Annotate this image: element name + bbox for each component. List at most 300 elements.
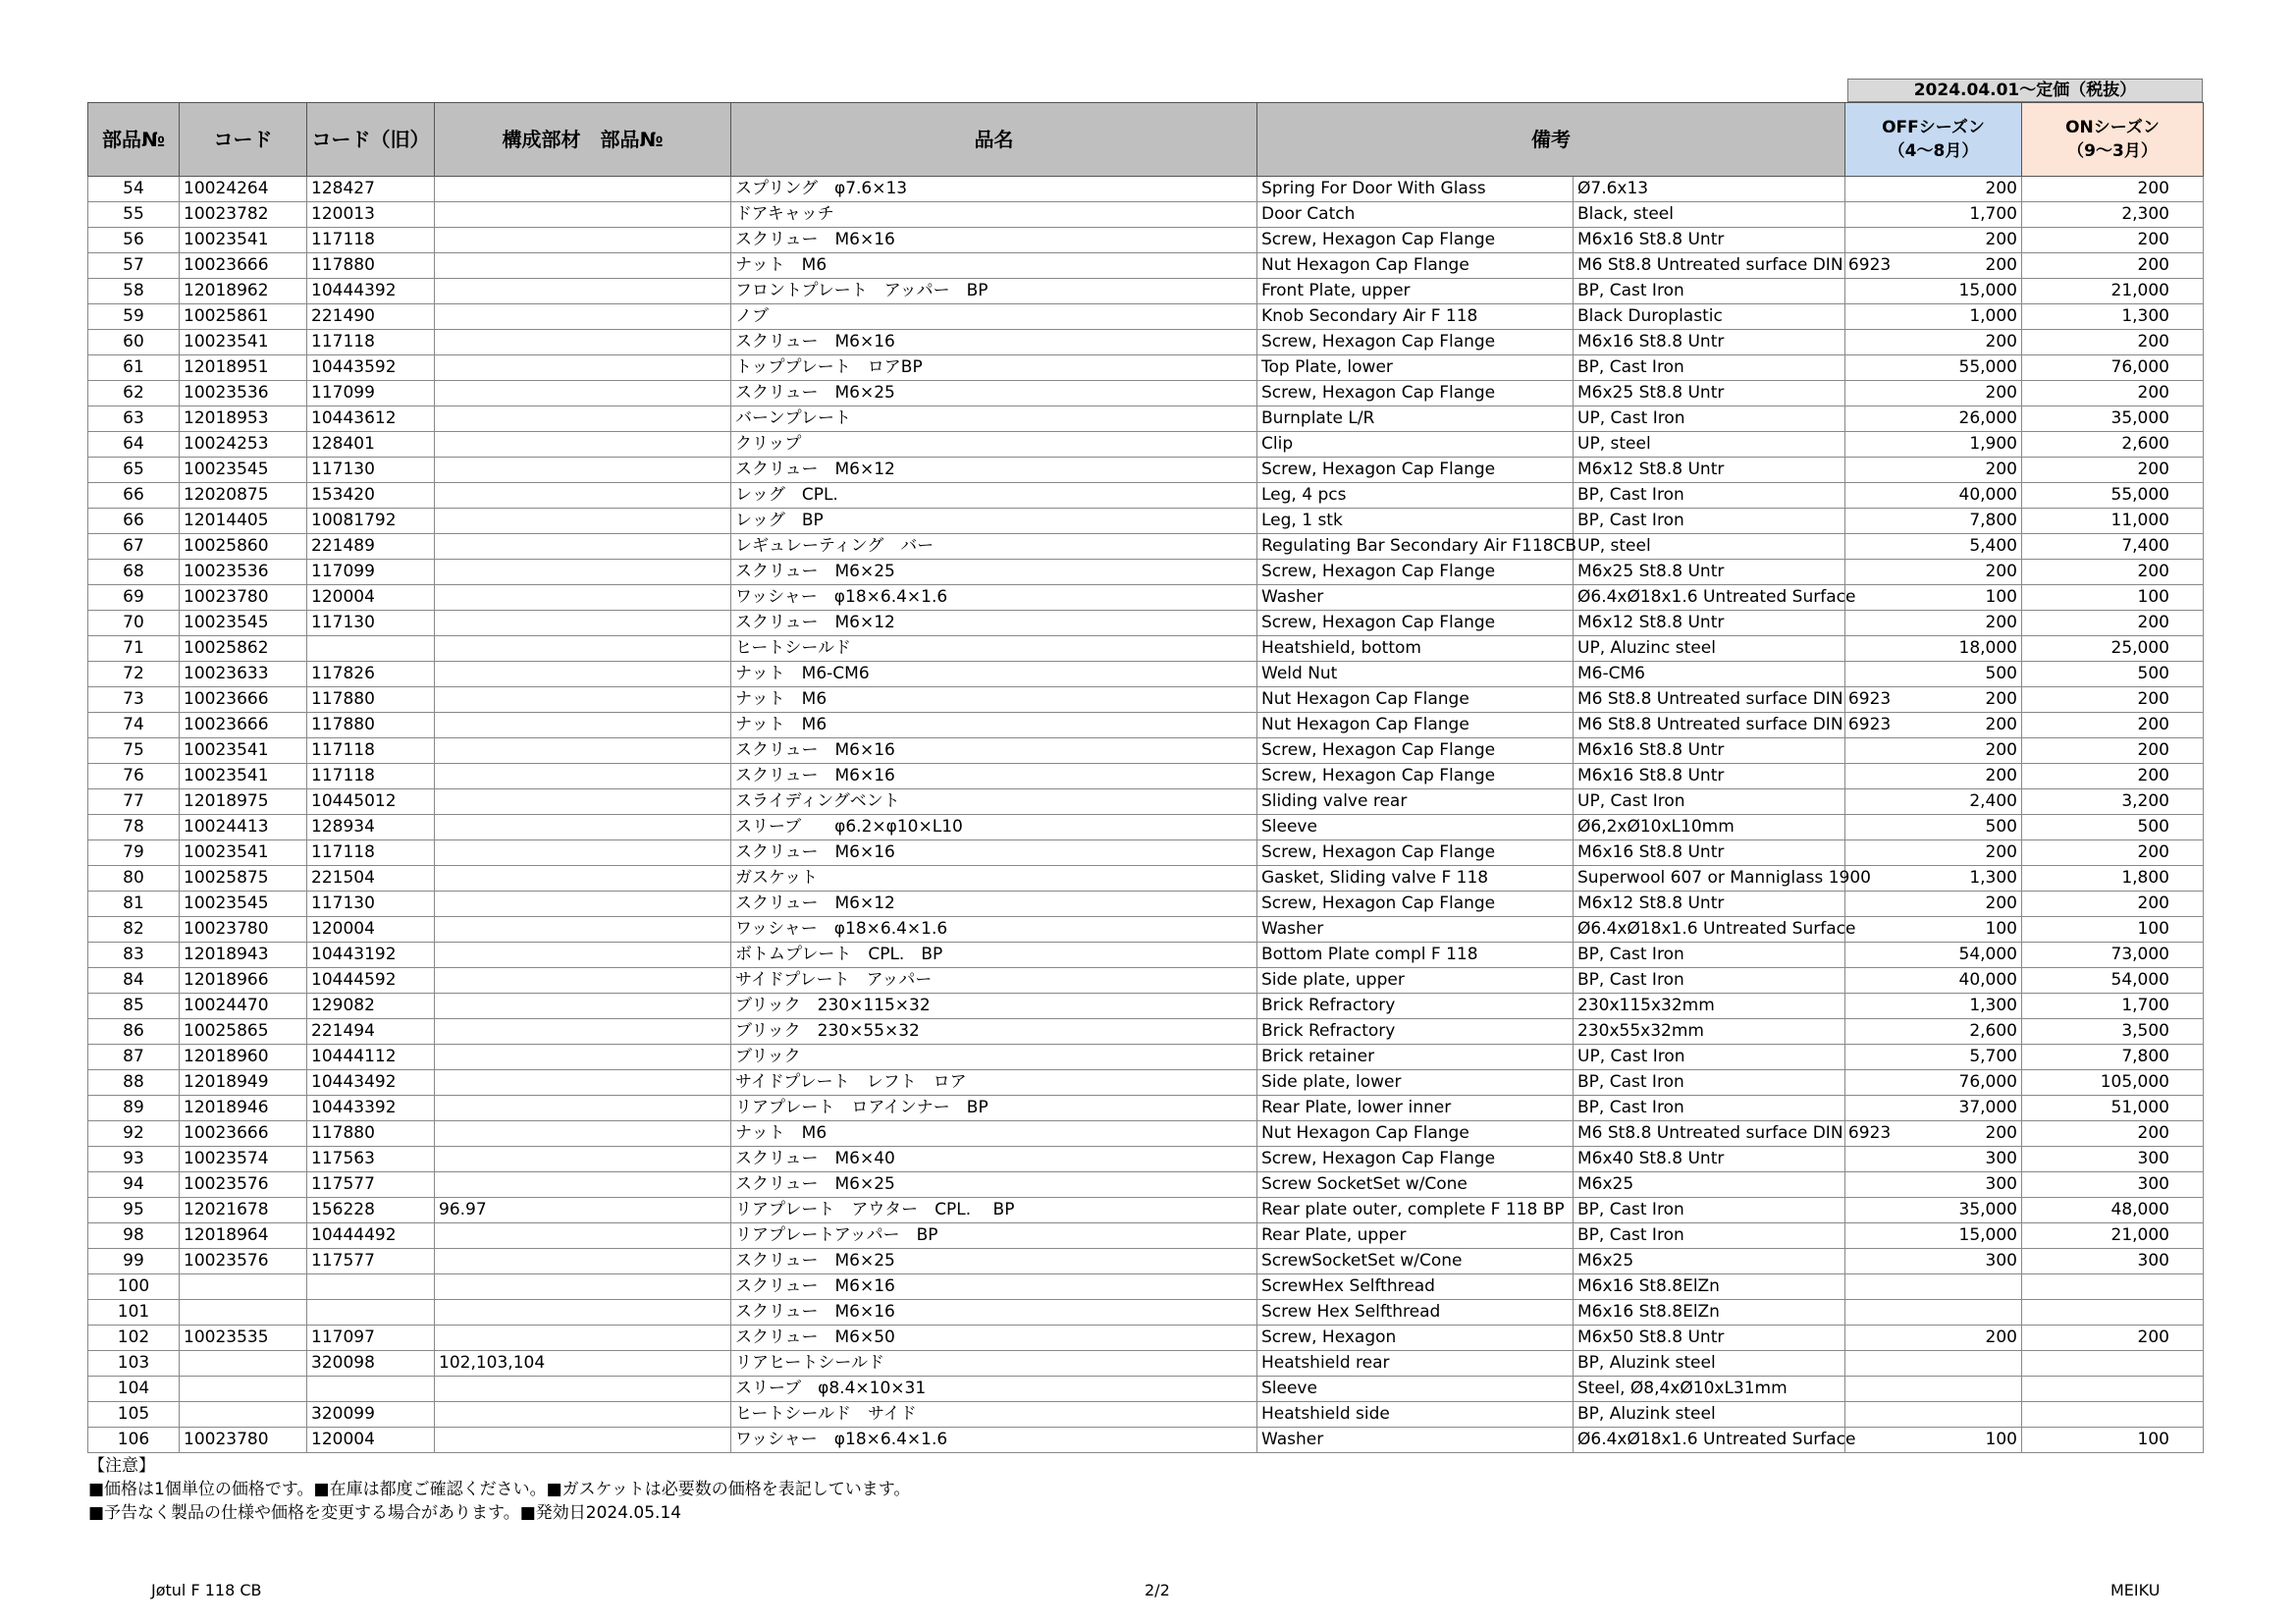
cell-code-old: 117118	[307, 738, 435, 764]
cell-on-price	[2022, 1402, 2204, 1428]
cell-code-old: 10444112	[307, 1045, 435, 1070]
table-row	[88, 1045, 2204, 1070]
cell-code-old: 117880	[307, 253, 435, 279]
on-season-label: ONシーズン	[2065, 118, 2160, 137]
table-row	[88, 662, 2204, 687]
footer-product-name: Jøtul F 118 CB	[151, 1581, 262, 1599]
cell-spec: M6x16 St8.8 Untr	[1574, 330, 1845, 355]
cell-component	[435, 994, 731, 1019]
cell-code: 10023535	[180, 1326, 307, 1351]
cell-off-price: 54,000	[1845, 943, 2022, 968]
cell-code-old: 10081792	[307, 509, 435, 534]
cell-spec: UP, steel	[1574, 432, 1845, 458]
table-row	[88, 202, 2204, 228]
cell-code-old: 10445012	[307, 789, 435, 815]
cell-english-name: Screw, Hexagon Cap Flange	[1257, 892, 1574, 917]
cell-code-old: 320098	[307, 1351, 435, 1377]
cell-off-price: 200	[1845, 687, 2022, 713]
cell-part-no: 59	[88, 304, 180, 330]
cell-component	[435, 968, 731, 994]
table-row	[88, 968, 2204, 994]
cell-on-price: 54,000	[2022, 968, 2204, 994]
cell-part-no: 79	[88, 840, 180, 866]
cell-off-price	[1845, 1351, 2022, 1377]
table-row	[88, 1172, 2204, 1198]
cell-spec: Superwool 607 or Manniglass 1900	[1574, 866, 1845, 892]
cell-component	[435, 738, 731, 764]
cell-code: 12018975	[180, 789, 307, 815]
cell-on-price: 2,300	[2022, 202, 2204, 228]
cell-code-old: 117118	[307, 330, 435, 355]
cell-name: ボトムプレート CPL. BP	[731, 943, 1257, 968]
cell-part-no: 93	[88, 1147, 180, 1172]
cell-code-old: 10443592	[307, 355, 435, 381]
cell-code-old: 117130	[307, 611, 435, 636]
cell-code: 10023545	[180, 611, 307, 636]
table-row	[88, 355, 2204, 381]
cell-english-name: Weld Nut	[1257, 662, 1574, 687]
cell-code: 10023574	[180, 1147, 307, 1172]
cell-english-name: Rear plate outer, complete F 118 BP	[1257, 1198, 1574, 1223]
cell-code-old: 10444392	[307, 279, 435, 304]
cell-part-no: 71	[88, 636, 180, 662]
cell-code-old	[307, 636, 435, 662]
cell-on-price: 100	[2022, 917, 2204, 943]
table-row	[88, 866, 2204, 892]
cell-component	[435, 662, 731, 687]
cell-part-no: 83	[88, 943, 180, 968]
cell-off-price: 35,000	[1845, 1198, 2022, 1223]
cell-off-price: 200	[1845, 1326, 2022, 1351]
cell-code-old: 117880	[307, 687, 435, 713]
cell-off-price	[1845, 1274, 2022, 1300]
cell-component	[435, 1326, 731, 1351]
on-season-months: （9～3月）	[2067, 141, 2158, 161]
cell-off-price: 200	[1845, 738, 2022, 764]
cell-on-price: 1,800	[2022, 866, 2204, 892]
cell-component	[435, 611, 731, 636]
cell-code: 12018966	[180, 968, 307, 994]
cell-part-no: 85	[88, 994, 180, 1019]
cell-part-no: 68	[88, 560, 180, 585]
cell-component	[435, 789, 731, 815]
cell-component	[435, 1019, 731, 1045]
cell-spec: BP, Aluzink steel	[1574, 1402, 1845, 1428]
cell-code-old: 128427	[307, 177, 435, 202]
cell-part-no: 69	[88, 585, 180, 611]
cell-code: 10023666	[180, 687, 307, 713]
cell-component	[435, 1045, 731, 1070]
cell-name: フロントプレート アッパー BP	[731, 279, 1257, 304]
cell-code-old: 221494	[307, 1019, 435, 1045]
cell-code: 10023545	[180, 892, 307, 917]
cell-code-old: 120004	[307, 585, 435, 611]
cell-on-price: 200	[2022, 228, 2204, 253]
cell-name: クリップ	[731, 432, 1257, 458]
table-row	[88, 1223, 2204, 1249]
cell-spec: M6x16 St8.8ElZn	[1574, 1300, 1845, 1326]
cell-code: 10023545	[180, 458, 307, 483]
cell-spec: Ø6.4xØ18x1.6 Untreated Surface	[1574, 585, 1845, 611]
cell-part-no: 105	[88, 1402, 180, 1428]
cell-on-price: 48,000	[2022, 1198, 2204, 1223]
footer-company: MEIKU	[2110, 1581, 2161, 1599]
cell-english-name: Clip	[1257, 432, 1574, 458]
cell-name: スプリング φ7.6×13	[731, 177, 1257, 202]
cell-english-name: Screw, Hexagon Cap Flange	[1257, 1147, 1574, 1172]
cell-spec: BP, Aluzink steel	[1574, 1351, 1845, 1377]
cell-part-no: 101	[88, 1300, 180, 1326]
cell-spec: Ø7.6x13	[1574, 177, 1845, 202]
cell-spec: UP, Aluzinc steel	[1574, 636, 1845, 662]
cell-english-name: Regulating Bar Secondary Air F118CB	[1257, 534, 1574, 560]
table-row	[88, 840, 2204, 866]
table-row	[88, 764, 2204, 789]
cell-code	[180, 1351, 307, 1377]
cell-english-name: Top Plate, lower	[1257, 355, 1574, 381]
table-row	[88, 636, 2204, 662]
cell-part-no: 92	[88, 1121, 180, 1147]
cell-code: 10024470	[180, 994, 307, 1019]
cell-spec: M6-CM6	[1574, 662, 1845, 687]
cell-component	[435, 483, 731, 509]
cell-code: 10025865	[180, 1019, 307, 1045]
cell-code: 10023780	[180, 917, 307, 943]
cell-component	[435, 177, 731, 202]
cell-part-no: 89	[88, 1096, 180, 1121]
col-header-code-old: コード（旧）	[307, 103, 435, 177]
table-row	[88, 509, 2204, 534]
cell-on-price	[2022, 1351, 2204, 1377]
cell-code-old: 156228	[307, 1198, 435, 1223]
cell-spec: M6 St8.8 Untreated surface DIN 6923	[1574, 253, 1845, 279]
cell-code-old: 117130	[307, 892, 435, 917]
cell-spec: BP, Cast Iron	[1574, 968, 1845, 994]
cell-component	[435, 687, 731, 713]
cell-off-price: 55,000	[1845, 355, 2022, 381]
cell-code-old: 10443192	[307, 943, 435, 968]
table-row	[88, 1198, 2204, 1223]
table-row	[88, 1019, 2204, 1045]
cell-spec: BP, Cast Iron	[1574, 279, 1845, 304]
cell-spec: M6x16 St8.8 Untr	[1574, 840, 1845, 866]
off-season-months: （4～8月）	[1888, 141, 1979, 161]
cell-component	[435, 1377, 731, 1402]
cell-english-name: Nut Hexagon Cap Flange	[1257, 687, 1574, 713]
table-header-row	[88, 103, 2204, 177]
cell-spec: BP, Cast Iron	[1574, 483, 1845, 509]
cell-spec: M6x25 St8.8 Untr	[1574, 381, 1845, 406]
cell-part-no: 86	[88, 1019, 180, 1045]
cell-spec: Ø6.4xØ18x1.6 Untreated Surface	[1574, 917, 1845, 943]
cell-off-price: 200	[1845, 1121, 2022, 1147]
cell-component	[435, 406, 731, 432]
cell-name: スクリュー M6×12	[731, 458, 1257, 483]
cell-name: ブリック 230×115×32	[731, 994, 1257, 1019]
col-header-remarks: 備考	[1257, 103, 1845, 177]
cell-component	[435, 1172, 731, 1198]
cell-code: 10023541	[180, 764, 307, 789]
table-row	[88, 585, 2204, 611]
cell-off-price: 100	[1845, 1428, 2022, 1453]
cell-code: 10023536	[180, 560, 307, 585]
cell-off-price	[1845, 1300, 2022, 1326]
cell-code-old: 153420	[307, 483, 435, 509]
cell-on-price: 73,000	[2022, 943, 2204, 968]
cell-english-name: Door Catch	[1257, 202, 1574, 228]
cell-off-price: 40,000	[1845, 483, 2022, 509]
cell-name: スクリュー M6×16	[731, 840, 1257, 866]
cell-english-name: Washer	[1257, 1428, 1574, 1453]
cell-off-price: 200	[1845, 381, 2022, 406]
cell-on-price: 3,500	[2022, 1019, 2204, 1045]
cell-name: リアプレート ロアインナー BP	[731, 1096, 1257, 1121]
parts-table	[87, 102, 2204, 1453]
cell-off-price: 2,400	[1845, 789, 2022, 815]
cell-code: 10024413	[180, 815, 307, 840]
cell-code-old: 120004	[307, 917, 435, 943]
cell-code: 12018953	[180, 406, 307, 432]
table-row	[88, 943, 2204, 968]
cell-on-price: 500	[2022, 662, 2204, 687]
cell-component	[435, 585, 731, 611]
cell-component	[435, 1402, 731, 1428]
table-row	[88, 228, 2204, 253]
cell-english-name: Knob Secondary Air F 118	[1257, 304, 1574, 330]
table-row	[88, 815, 2204, 840]
cell-code-old: 117577	[307, 1249, 435, 1274]
cell-code: 10023541	[180, 228, 307, 253]
cell-off-price: 300	[1845, 1249, 2022, 1274]
cell-english-name: ScrewSocketSet w/Cone	[1257, 1249, 1574, 1274]
table-row	[88, 994, 2204, 1019]
cell-off-price: 7,800	[1845, 509, 2022, 534]
cell-code-old: 117130	[307, 458, 435, 483]
table-row	[88, 1121, 2204, 1147]
cell-english-name: Sleeve	[1257, 1377, 1574, 1402]
price-date-header: 2024.04.01～定価（税抜）	[1847, 79, 2203, 102]
cell-part-no: 66	[88, 483, 180, 509]
cell-name: ブリック 230×55×32	[731, 1019, 1257, 1045]
col-header-part-no: 部品№	[88, 103, 180, 177]
cell-code-old: 129082	[307, 994, 435, 1019]
cell-off-price: 300	[1845, 1172, 2022, 1198]
cell-spec: BP, Cast Iron	[1574, 1198, 1845, 1223]
cell-component	[435, 432, 731, 458]
cell-code: 10025860	[180, 534, 307, 560]
cell-code-old: 117563	[307, 1147, 435, 1172]
cell-code: 10023666	[180, 1121, 307, 1147]
cell-component: 96.97	[435, 1198, 731, 1223]
cell-english-name: Brick Refractory	[1257, 994, 1574, 1019]
cell-name: リアヒートシールド	[731, 1351, 1257, 1377]
cell-part-no: 106	[88, 1428, 180, 1453]
cell-on-price: 100	[2022, 1428, 2204, 1453]
cell-component	[435, 330, 731, 355]
cell-component	[435, 892, 731, 917]
cell-name: スリーブ φ8.4×10×31	[731, 1377, 1257, 1402]
cell-off-price: 200	[1845, 330, 2022, 355]
cell-english-name: Screw, Hexagon Cap Flange	[1257, 381, 1574, 406]
cell-name: スクリュー M6×25	[731, 560, 1257, 585]
cell-on-price: 1,300	[2022, 304, 2204, 330]
cell-on-price: 200	[2022, 253, 2204, 279]
cell-spec: M6x25	[1574, 1249, 1845, 1274]
cell-spec: BP, Cast Iron	[1574, 943, 1845, 968]
cell-off-price	[1845, 1377, 2022, 1402]
cell-code-old: 221489	[307, 534, 435, 560]
cell-english-name: Screw, Hexagon Cap Flange	[1257, 840, 1574, 866]
cell-off-price: 1,000	[1845, 304, 2022, 330]
cell-off-price: 5,700	[1845, 1045, 2022, 1070]
table-row	[88, 483, 2204, 509]
cell-code-old: 117880	[307, 713, 435, 738]
cell-name: スクリュー M6×16	[731, 330, 1257, 355]
table-row	[88, 1326, 2204, 1351]
table-row	[88, 534, 2204, 560]
cell-english-name: Screw, Hexagon Cap Flange	[1257, 458, 1574, 483]
cell-name: ナット M6	[731, 253, 1257, 279]
cell-part-no: 70	[88, 611, 180, 636]
cell-on-price: 500	[2022, 815, 2204, 840]
cell-english-name: Screw, Hexagon Cap Flange	[1257, 330, 1574, 355]
table-row	[88, 713, 2204, 738]
table-body	[88, 177, 2204, 1453]
cell-component	[435, 458, 731, 483]
cell-off-price: 76,000	[1845, 1070, 2022, 1096]
cell-off-price: 200	[1845, 228, 2022, 253]
cell-part-no: 58	[88, 279, 180, 304]
table-row	[88, 892, 2204, 917]
cell-name: スクリュー M6×16	[731, 1274, 1257, 1300]
cell-on-price: 200	[2022, 738, 2204, 764]
cell-part-no: 63	[88, 406, 180, 432]
cell-english-name: Heatshield rear	[1257, 1351, 1574, 1377]
table-row	[88, 381, 2204, 406]
cell-name: スクリュー M6×16	[731, 228, 1257, 253]
cell-spec: UP, Cast Iron	[1574, 1045, 1845, 1070]
table-row	[88, 330, 2204, 355]
cell-code-old: 10443392	[307, 1096, 435, 1121]
cell-english-name: Front Plate, upper	[1257, 279, 1574, 304]
cell-component	[435, 1121, 731, 1147]
table-row	[88, 1300, 2204, 1326]
cell-on-price: 200	[2022, 892, 2204, 917]
cell-english-name: Sleeve	[1257, 815, 1574, 840]
cell-english-name: Washer	[1257, 585, 1574, 611]
cell-on-price: 55,000	[2022, 483, 2204, 509]
cell-english-name: Screw, Hexagon	[1257, 1326, 1574, 1351]
table-row	[88, 406, 2204, 432]
table-row	[88, 1070, 2204, 1096]
cell-component: 102,103,104	[435, 1351, 731, 1377]
cell-part-no: 73	[88, 687, 180, 713]
cell-part-no: 62	[88, 381, 180, 406]
off-season-label: OFFシーズン	[1882, 118, 1985, 137]
table-row	[88, 1377, 2204, 1402]
cell-spec: 230x115x32mm	[1574, 994, 1845, 1019]
cell-code-old: 128934	[307, 815, 435, 840]
cell-code: 12014405	[180, 509, 307, 534]
cell-spec: BP, Cast Iron	[1574, 509, 1845, 534]
cell-on-price: 300	[2022, 1147, 2204, 1172]
cell-name: ドアキャッチ	[731, 202, 1257, 228]
cell-part-no: 65	[88, 458, 180, 483]
cell-spec: Steel, Ø8,4xØ10xL31mm	[1574, 1377, 1845, 1402]
table-row	[88, 253, 2204, 279]
cell-english-name: Screw, Hexagon Cap Flange	[1257, 764, 1574, 789]
cell-code: 12018951	[180, 355, 307, 381]
cell-component	[435, 1274, 731, 1300]
cell-english-name: Washer	[1257, 917, 1574, 943]
cell-english-name: Brick Refractory	[1257, 1019, 1574, 1045]
cell-code: 10024253	[180, 432, 307, 458]
cell-on-price: 200	[2022, 687, 2204, 713]
cell-code-old: 221490	[307, 304, 435, 330]
cell-off-price: 500	[1845, 662, 2022, 687]
cell-part-no: 67	[88, 534, 180, 560]
cell-code: 10023576	[180, 1172, 307, 1198]
cell-code: 12018949	[180, 1070, 307, 1096]
cell-code-old: 117099	[307, 560, 435, 585]
cell-english-name: Leg, 1 stk	[1257, 509, 1574, 534]
cell-off-price: 2,600	[1845, 1019, 2022, 1045]
cell-part-no: 61	[88, 355, 180, 381]
cell-on-price: 21,000	[2022, 1223, 2204, 1249]
cell-code: 12018964	[180, 1223, 307, 1249]
cell-part-no: 98	[88, 1223, 180, 1249]
cell-name: サイドプレート レフト ロア	[731, 1070, 1257, 1096]
cell-on-price: 200	[2022, 611, 2204, 636]
cell-english-name: Screw Hex Selfthread	[1257, 1300, 1574, 1326]
cell-off-price: 15,000	[1845, 279, 2022, 304]
cell-name: レギュレーティング バー	[731, 534, 1257, 560]
cell-code-old: 10443492	[307, 1070, 435, 1096]
cell-code: 10023541	[180, 330, 307, 355]
cell-code: 10023541	[180, 738, 307, 764]
cell-spec: M6 St8.8 Untreated surface DIN 6923	[1574, 713, 1845, 738]
cell-english-name: Nut Hexagon Cap Flange	[1257, 253, 1574, 279]
cell-off-price: 5,400	[1845, 534, 2022, 560]
cell-off-price: 100	[1845, 585, 2022, 611]
cell-off-price: 37,000	[1845, 1096, 2022, 1121]
cell-off-price: 18,000	[1845, 636, 2022, 662]
cell-component	[435, 560, 731, 585]
cell-component	[435, 253, 731, 279]
cell-part-no: 99	[88, 1249, 180, 1274]
cell-part-no: 104	[88, 1377, 180, 1402]
cell-component	[435, 1096, 731, 1121]
notes-section	[88, 1454, 910, 1525]
cell-spec: M6x25	[1574, 1172, 1845, 1198]
notes-heading: 【注意】	[88, 1456, 155, 1476]
cell-code: 12018946	[180, 1096, 307, 1121]
cell-component	[435, 202, 731, 228]
table-row	[88, 1274, 2204, 1300]
cell-on-price: 300	[2022, 1249, 2204, 1274]
cell-english-name: Spring For Door With Glass	[1257, 177, 1574, 202]
cell-component	[435, 815, 731, 840]
cell-name: リアプレートアッパー BP	[731, 1223, 1257, 1249]
cell-off-price: 200	[1845, 177, 2022, 202]
cell-name: サイドプレート アッパー	[731, 968, 1257, 994]
cell-off-price: 200	[1845, 840, 2022, 866]
cell-component	[435, 304, 731, 330]
cell-name: スクリュー M6×25	[731, 1172, 1257, 1198]
table-row	[88, 1351, 2204, 1377]
table-row	[88, 1096, 2204, 1121]
cell-spec: Ø6,2xØ10xL10mm	[1574, 815, 1845, 840]
